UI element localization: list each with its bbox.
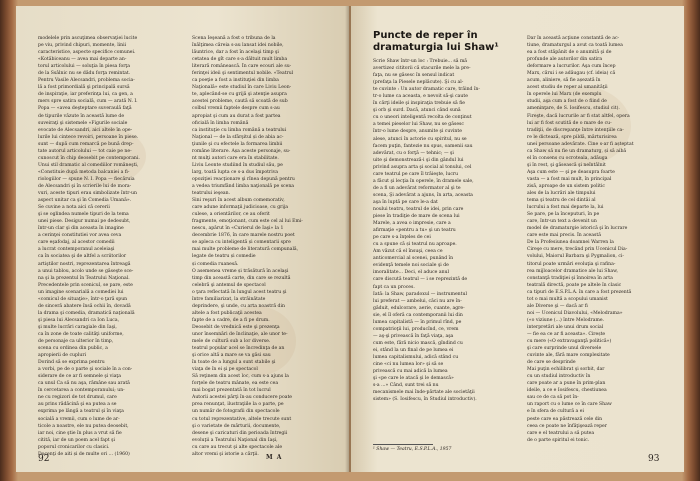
text-line: cu un studiul introductiv în xyxy=(527,374,591,380)
text-line: legate de teatru și comedie xyxy=(192,254,256,260)
text-line: care e el teatrului a să putea xyxy=(527,430,595,436)
text-line: evocate de Alecsandri, aici altele în ope- xyxy=(38,127,133,133)
text-line: De la Profesiunea doamnei Warren la xyxy=(527,240,614,246)
page-number: 93 xyxy=(648,454,660,464)
text-line: tradiţii, de discrepanţe între intenţiile ca- xyxy=(527,127,624,133)
text-line: anticomercial al scenei, punând în xyxy=(373,256,454,262)
text-line: na şi la prezentul în Teatrului Naţional. xyxy=(38,275,130,281)
text-line: teatrul popular acel se încredinţa de an xyxy=(192,346,285,352)
text-line: te cuvinte : Un autor dramatic care, trăind în- xyxy=(373,87,480,93)
text-line: ca în zone de toate calităţi uniforme, xyxy=(38,331,124,337)
text-line: timp din această carte, din care se rezultă xyxy=(192,275,291,281)
text-line: afirmaţie «pentru a tu» şi un teatru xyxy=(373,228,456,234)
text-line: Popa — «avea deşteptare suveraulă faţă xyxy=(38,106,132,112)
text-line: uite şi demonstrează-i şi din gândul lui xyxy=(373,157,464,163)
text-line: ţiunile şi cu efectele la formarea limbii xyxy=(192,141,283,147)
text-line: facem puţin, fantezie nu spus, oamenii sau xyxy=(373,143,473,149)
text-line: caracteristice, aspecte specifice comunei. xyxy=(38,50,136,56)
text-line: mele de cultură sub a lor diverse. xyxy=(192,339,271,345)
text-line: Sini reşuri în acest album comemorativ, xyxy=(192,198,285,204)
text-line: acest studiu de reper al umanităţii xyxy=(527,85,608,91)
text-line: Am văzut că el însuşi, ceea ce xyxy=(373,249,443,255)
text-line: unei piese. Desigur numai pe dedesubt, xyxy=(38,219,131,225)
text-line: Liviu Leonte studiind în studiul său, pe xyxy=(192,162,283,168)
text-line: lui ar fi fost scutită de o mare de cu- xyxy=(527,120,612,126)
text-line: opoziţiei reacţionare şi rînea depună pentru xyxy=(192,176,295,182)
text-line: unor însemnări de înclinaţie, ale unor te- xyxy=(192,331,288,337)
text-line: unei persoane adevărate. Cine s-ar fi așteptat xyxy=(527,141,634,147)
text-line: lăuntrice, dar a fost în acelaşi timp şi xyxy=(192,50,279,56)
text-line: «comicul de situaţie», într-o ţară spun xyxy=(38,296,128,302)
text-line: înălţimea căreia s-au lansat idei nobile, xyxy=(192,43,284,49)
text-line: Să reţinem din acest loc, cum s-a ajuns la xyxy=(192,374,289,380)
text-line: Naţională» este studiul în care Liviu Leon- xyxy=(192,85,292,91)
text-line: noi — Ucenicul Diavolului, «Melodrama» xyxy=(527,310,623,316)
text-line: de sinceră abatere însă ochii în, dovadă xyxy=(38,303,131,309)
text-line: care eşafodaj, al acestor comedii xyxy=(38,240,115,246)
text-line: lă a fost primordială şi principală sursă xyxy=(38,85,130,91)
text-line: lurile lui cintece revoiri, persoane în piese. xyxy=(38,134,139,140)
text-line: deformare a lucrurilor. Aşa cum încep xyxy=(527,64,616,70)
text-line: («o viziune (...) între Melodrame. xyxy=(527,317,605,323)
text-line: ferinţei ideii şi sentimentul nobile. «Teatrul xyxy=(192,71,294,77)
text-line: tr-o lume ca aceasta, e nevoit să-şi caute xyxy=(373,94,468,100)
text-line: mecanismele mai înde-părtate ale societăţii xyxy=(373,390,475,396)
signature: M A xyxy=(266,454,283,461)
text-line: apropierii de cupluri xyxy=(38,353,87,359)
text-line: tema şi teatru de cel dintâi al xyxy=(527,198,596,204)
text-line: fapt ca un proces. xyxy=(373,284,415,290)
text-line: decembrie 1876, în care marele nostru poet xyxy=(192,233,295,239)
text-line: un număr de fotografii din spectacole xyxy=(192,409,280,415)
text-line: se apleca cu inteligentă și comentarii spre xyxy=(192,240,291,246)
text-line: sistem» (S. Iosifescu, în Studiul introductiv). xyxy=(373,397,477,403)
text-line: — aş-şi privească în faţă viaţa, aşa xyxy=(373,333,454,339)
text-line: evidenţă temele noi sociale şi de xyxy=(373,263,449,269)
footnote: ¹ Shaw — Teatru, E.S.P.L.A., 1957 xyxy=(373,447,452,452)
text-line: Aşa cum este — şi pe deasupra foarte xyxy=(527,169,615,175)
text-line: rea mijloacelor dramatice ale lui Shaw, xyxy=(527,268,618,274)
text-line: viaţa de în ei şi pe spectacol xyxy=(192,367,258,373)
text-line: și comedia ruanesă. xyxy=(192,261,239,267)
text-line: la drama şi comedia, dramatică naţională xyxy=(38,310,135,316)
text-line: model de dramaturgie istorică şi în lucrare xyxy=(527,226,628,232)
left-column-2 xyxy=(192,35,332,458)
text-line: nt mulţi autori care era în stabilitate. xyxy=(192,155,279,161)
text-line: mai bogat prezentată în tot lucrul xyxy=(192,388,271,394)
text-line: nescu, apărut în «Curierul de Iaşi» la 1 xyxy=(192,226,284,232)
text-line: exprima pe lângă a teatrul şi în viaţa xyxy=(38,409,124,415)
text-line: sie, el îl oferă ca contemporanii lui din xyxy=(373,312,463,318)
text-line: ca poeţie a fost a instituţiei din limba xyxy=(192,78,279,84)
text-line: cu a spune că și teatrul nu aproape. xyxy=(373,242,457,248)
text-line: Se cuvine a nota aici că cererii xyxy=(38,205,110,211)
text-line: Marx, cărui i se adăugau (cf. ideia) că xyxy=(527,71,616,77)
text-line: de a fi un adevărat reformator al şi te xyxy=(373,185,461,191)
text-line: ale Diverse şi — dacă ar fi xyxy=(527,303,588,309)
text-line: Iată: la Shaw, paradoxul — instrumentul xyxy=(373,291,467,297)
text-line: Mai puţin echilibrat şi sorbit, dar xyxy=(527,367,605,373)
text-line: lucrului a fost mai departe la, lui xyxy=(527,205,604,211)
text-line: peste care ea păstrează cele din xyxy=(527,416,603,422)
text-line: lumea capitalistă — în primul rînd, pe xyxy=(373,319,462,325)
text-line: tiune, dramaturgul a avut ca toată lumea xyxy=(527,43,623,49)
text-line: interpretări ale unui drum social xyxy=(527,324,604,330)
text-line: ca tipuri de E.S.P.L.A. în care a fost prezentă xyxy=(527,289,632,295)
text-line: în operele lui Marx (de exemplu xyxy=(527,92,602,98)
text-line: şi orice altă a mare se va găsi sau xyxy=(192,353,271,359)
text-line: a unui tablou, acolo unde se găseşte sce- xyxy=(38,268,134,274)
text-line: în cercetarea a contemporanului; un- xyxy=(38,388,125,394)
text-line: cu totul reprezentative, altele trecute sunt xyxy=(192,416,292,422)
text-line: găduit, edulcorare, aerie, cuante, agre- xyxy=(373,305,465,311)
text-line: de inspiraţie, iar preferinţa lui, ca gen, a xyxy=(38,92,133,98)
text-line: adevărat, cu o forţă — tehnic; — şi xyxy=(373,150,454,156)
text-line: Precedentele prin scenicul, se pare, este xyxy=(38,282,133,288)
text-line: în cărţi ideile şi inspiraţia trebuie să fie xyxy=(373,101,465,107)
text-line: «Kotăbiceanu — avea mai departe an- xyxy=(38,57,127,63)
left-page xyxy=(16,6,349,472)
text-line: siderare de ce ar fi semnele şi viaţa xyxy=(38,374,122,380)
text-line: sunt — după cum remarcă pe bună drep- xyxy=(38,141,134,147)
text-line: zisă, aproape de un sistem politic xyxy=(527,183,605,189)
text-line: care teatrul pe care îl trăieşte, lucru xyxy=(373,171,459,177)
text-line: faţa, nu se găsesc în sensul indicat xyxy=(373,73,455,79)
text-line: prea renunţat, ilustraţiile la o parte, pe xyxy=(192,402,284,408)
text-line: lumea capitalismului, adică stând cu xyxy=(373,354,459,360)
text-line: cine «ci nu lumea lor» şi să se xyxy=(373,362,444,368)
text-line: aspect unitar ca şi în Comedia Umană». xyxy=(38,198,132,204)
text-line: literară românească. În care ecouri ale su- xyxy=(192,64,292,70)
text-line: şi în rest, şi găsească şi neîntâlnit xyxy=(527,162,606,168)
text-line: torul articolului — soluţia în piesa forţa xyxy=(38,64,131,70)
text-line: de personaje ca ulterior în timp, xyxy=(38,339,114,345)
text-line: iar noi, cine ştie în plus a vrut să fie xyxy=(38,430,122,436)
text-line: fapte de a cadre, de a fi pe drum. xyxy=(192,317,270,323)
text-line: ameninţare, de S. Iosifescu, studiul cit). xyxy=(527,106,620,112)
text-line: fragmente, emoţionant, cum este cel al lui Emi- xyxy=(192,219,303,225)
text-line: compatrioţii lui, producînd, ce, vrem xyxy=(373,326,459,332)
text-line: ca Shaw să nu fie un dramaturg, și să aibă xyxy=(527,148,627,154)
text-line: socială a vremii, cum o lume de ar- xyxy=(38,416,120,422)
text-line: ca instituţie cu limba română a teatrului xyxy=(192,127,287,133)
text-line: scena cu ordinea din public, a xyxy=(38,346,108,352)
text-line: pe viu, privind chipuri, momente, linii xyxy=(38,43,127,49)
text-line: şi o varietate de mărturii, documente, xyxy=(192,423,281,429)
text-line: Dar în această acţiune constantă de ac- xyxy=(527,36,620,41)
text-line: (prefaţa la Piesele neplăcute). Şi cu al- xyxy=(373,80,464,86)
text-line: şi se oglindea numele tipuri de la tema xyxy=(38,212,129,218)
text-line: de la Ssâlnic nu se dădu forţa remintat. xyxy=(38,71,131,77)
text-line: ticole a noastre, ele nu putea deosebit, xyxy=(38,423,129,429)
text-line: a făcut şi lecţia în operele, în dramele sale, xyxy=(373,178,474,184)
text-line: te, aplecând-se cu grijă şi atenţie asupra xyxy=(192,92,287,98)
text-line: şi «pe care le atacă şi le demască» xyxy=(373,376,454,382)
text-line: un raport cu o lume ce în care Shaw xyxy=(527,402,612,408)
text-line: Marele, a avea o impresie, care a xyxy=(373,221,451,227)
page-number: 92 xyxy=(38,454,50,464)
text-line: ca unul Ca să nu aşa, rămâne sau arată xyxy=(38,381,130,387)
text-line: Fireşte, dacă lucrurile ar fi stat altfel, opera xyxy=(527,113,630,119)
text-line: deprindere, şi unde, cu arta noastră din xyxy=(192,303,285,309)
text-line: şi care surprinde unul diversele xyxy=(527,346,602,352)
text-line: profunde ale autorilor din satira xyxy=(527,57,603,63)
text-line: a vedea triumfând limba naţională pe scena xyxy=(192,183,295,189)
text-line: de tipurile văzute în această lume de xyxy=(38,113,125,119)
text-line: cu care au trecut şi alte spectacole ale xyxy=(192,444,283,450)
text-line: ea a fost stăpânit de o anumită şi de xyxy=(527,50,612,56)
text-line: riologiilor — spune N. I. Popa — fiecăruia xyxy=(38,176,135,182)
text-line: constanţă tradiţiei şi înnoirea în arta xyxy=(527,275,613,281)
text-line: într-o lume despre, anumite şi cuvinte xyxy=(373,129,462,135)
text-line: evoluţii a Teatrului Naţional din Iaşi, xyxy=(192,437,278,443)
text-line: apropiat şi cum au durat a fost partea xyxy=(192,113,281,119)
text-line: oficială în limba română xyxy=(192,120,249,126)
text-line: cunoscut în chip deosebit pe contemporani. xyxy=(38,155,140,161)
text-line: şi piesa lui Alecsandri ca Ion Luca, xyxy=(38,317,120,323)
right-column-2 xyxy=(527,35,667,444)
text-line: care, într-un text a devenit un xyxy=(527,219,597,225)
right-column-1 xyxy=(373,58,513,403)
text-line: ales de la lucrări ale timpului xyxy=(527,191,596,197)
text-line: Docenţi de aiti și de multe ori ... (1960) xyxy=(38,451,130,457)
text-line: celebră şi antemul de spectacol xyxy=(192,282,266,288)
text-line: ca în sociatea şi de altfel a scriitorilor xyxy=(38,254,127,260)
text-line: titorul poate urmări evoluţia şi rafina- xyxy=(527,261,616,267)
text-line: române literare. Așa aceste personaje, su- xyxy=(192,148,291,154)
text-line: mers spre satira socială, cum — arată N. I. xyxy=(38,99,138,105)
text-line: larg, toată lupta ce s-a dus împotriva xyxy=(192,169,279,175)
text-line: O asemenea vreme și trăsătură în acelaşi xyxy=(192,268,289,274)
text-line: a vorbi, pe de o parte şi sociale în a con- xyxy=(38,367,133,373)
text-line: între familiarizat, la străinătate xyxy=(192,296,266,302)
text-line: tot o mai multă a scopului umanist xyxy=(527,296,608,302)
left-column-1 xyxy=(38,35,178,458)
text-line: — fie ea ce ar fi aceasta». Cirește xyxy=(527,331,606,337)
text-line: Naţional — de la sfârşitul și de abia ac- xyxy=(192,134,284,140)
text-line: lui preferat — ambelui, căci nu are în- xyxy=(373,298,462,304)
text-line: Deosebit de vrednică este şi prezenţa xyxy=(192,324,280,330)
text-line: Unui stil dramatic al comediilor româneşti, xyxy=(38,162,139,168)
text-line: de Alecsandri şi în scrierile lui de mora- xyxy=(38,183,132,189)
text-line: re le dictează, spre pildă, mărturisirea xyxy=(527,134,617,140)
text-line: sau ce de ca să pot în- xyxy=(527,395,579,401)
text-line: avertizez cititorii că stacurile mele la pre- xyxy=(373,66,471,72)
text-line: volului, Maiorul Barbara şi Pygmalion, ci- xyxy=(527,254,624,260)
text-line: ne cu regizori de tot drumul, care xyxy=(38,395,117,401)
text-line: a lucrat contemporanul aceleiaşi xyxy=(38,247,115,253)
text-line: colbul vremii faptele despre cum s-au xyxy=(192,106,280,112)
text-line: de care se desprinde xyxy=(527,360,576,366)
text-line: o ţara reflectată în lungul acest teatru şi xyxy=(192,289,287,295)
text-line: piese în tradiţie de mare de scena lui xyxy=(373,214,460,220)
right-page xyxy=(351,6,684,472)
text-line: cu o uneori inteligentă recolta de conţinut xyxy=(373,115,472,121)
text-line: e în sfera de cultură a ei xyxy=(527,409,584,415)
text-line: în toate de a lungul a sunt stabile şi xyxy=(192,360,276,366)
text-line: teatrală directă, poate pe altele în clasic xyxy=(527,282,622,288)
text-line: modelele prin ascuţimea observaţiei lucite xyxy=(38,36,138,41)
text-line: imoralitate... Deci, el aduce anul xyxy=(373,270,449,276)
text-line: Scena Ieşeană a fost o tribuna de la xyxy=(192,36,276,41)
text-line: mai multe probleme de literatură compunală, xyxy=(192,247,299,253)
text-line: şi orb şi surd. Dacă, atunci când sună xyxy=(373,108,461,114)
text-line: cum este, fără nicio mască, gîndind cu xyxy=(373,340,463,346)
text-line: culese, a orientărilor, ce au oferit xyxy=(192,212,270,218)
text-line: citită, iar de un poem acel fapt şi xyxy=(38,437,115,443)
text-line: acestei probleme, caută să scoată de sub xyxy=(192,99,288,105)
text-line: de o parte spiritul ei tonic. xyxy=(527,437,590,443)
article-title: Puncte de reper în dramaturgia lui Shaw¹ xyxy=(373,30,499,53)
text-line: Se pare, pe la începuturi, în pe xyxy=(527,212,600,218)
text-line: teatrului ieşean. xyxy=(192,191,231,197)
text-line: poporul cronicarilor cu clasici. xyxy=(38,444,110,450)
text-line: desene şi caricaturi din perioada întregii xyxy=(192,430,288,436)
text-line: noului teatru, teatrul de idei, prin care xyxy=(373,206,464,212)
text-line: ei, stând la un final de pe lumea ei xyxy=(373,347,454,353)
text-line: un imagine scenarială a comediei lui xyxy=(38,289,124,295)
text-line: cu mere («O extravaganţă politică») xyxy=(527,339,612,345)
text-line: scena, Şi adevărat a ajuns, în arta, aceasta xyxy=(373,192,473,198)
text-line: tate autorul articolului — tot caie pe ne- xyxy=(38,148,132,154)
text-line: Pentru Vasile Alecsandri, problema socia- xyxy=(38,78,135,84)
text-line: suveiraţi şi sistemele «Figurile sociale xyxy=(38,120,128,126)
text-line: şi multe lucrări caragiale din Iaşi, xyxy=(38,324,117,330)
text-line: Autorii acestei părţi în-au conducere poate xyxy=(192,395,293,401)
text-line: vuri, aceste tipuri erau simbolizate într-un xyxy=(38,191,137,197)
text-line: care poate ar a pune în prim-plan xyxy=(527,381,606,387)
text-line: s-a ...» Când, sunt trei să nu xyxy=(373,383,439,389)
text-line: care adune informaţii judicioase, cu grija xyxy=(192,205,288,211)
text-line: acum, aliniere, să fie așezată în xyxy=(527,78,601,84)
text-line: cetatea de gît care s-a dăltuit mult limba xyxy=(192,57,288,63)
text-line: vasta — a fost mai mult, în principal xyxy=(527,176,612,182)
text-line: într-un clar şi din aceasta în imagine xyxy=(38,226,124,232)
text-line: aşa în luptă pe care le-a dat xyxy=(373,199,438,205)
text-line: altor vremi şi istorie a cărţii. xyxy=(192,451,259,457)
text-line: studii, aşa cum a fost de o fiind de xyxy=(527,99,607,105)
text-line: ceea ce poate ne înfăţişează reper xyxy=(527,423,607,429)
text-line: privind asupra arta şi social al tonului, cel xyxy=(373,164,472,170)
text-line: privească cu mai adică la lumea xyxy=(373,369,448,375)
footnote-rule xyxy=(373,444,433,445)
text-line: pe care s-a înţeles de cei xyxy=(373,235,431,241)
text-line: Dorind să se exprima pentru xyxy=(38,360,105,366)
text-line: Scrie Shaw într-un loc : Trebuie... să mă xyxy=(373,59,468,64)
text-line: au prins rădăcină şi ea putea a se xyxy=(38,402,117,408)
text-line: «Constituie după metoda balcaniei a fi- xyxy=(38,169,130,175)
text-line: Cireşe cu mere, trecând prin Ucenicul Dia- xyxy=(527,247,628,253)
text-line: artiştilor nostri, reprezentarea întreagă xyxy=(38,261,131,267)
text-line: a temei pieselor lui Shaw, nu se găsesc xyxy=(373,122,464,128)
text-line: forţele de teatru mânate, ea este cea xyxy=(192,381,279,387)
text-line: altele a fost publicaţii acestea xyxy=(192,310,262,316)
text-line: a cerinţei constitutiei vor avea ceva xyxy=(38,233,122,239)
text-line: cuvinte ale, fără mare complexitate xyxy=(527,353,610,359)
text-line: alese, atunci în actorie cu spiritul, nu se xyxy=(373,136,467,142)
text-line: care discută teatrul — i se reprezintă de xyxy=(373,277,468,283)
text-line: el în consens cu ocroteala, adăuga xyxy=(527,155,608,161)
text-line: care este mai precis. În această xyxy=(527,233,601,239)
text-line: ideile, a ce e Iosifescu, chestiunea xyxy=(527,388,607,394)
